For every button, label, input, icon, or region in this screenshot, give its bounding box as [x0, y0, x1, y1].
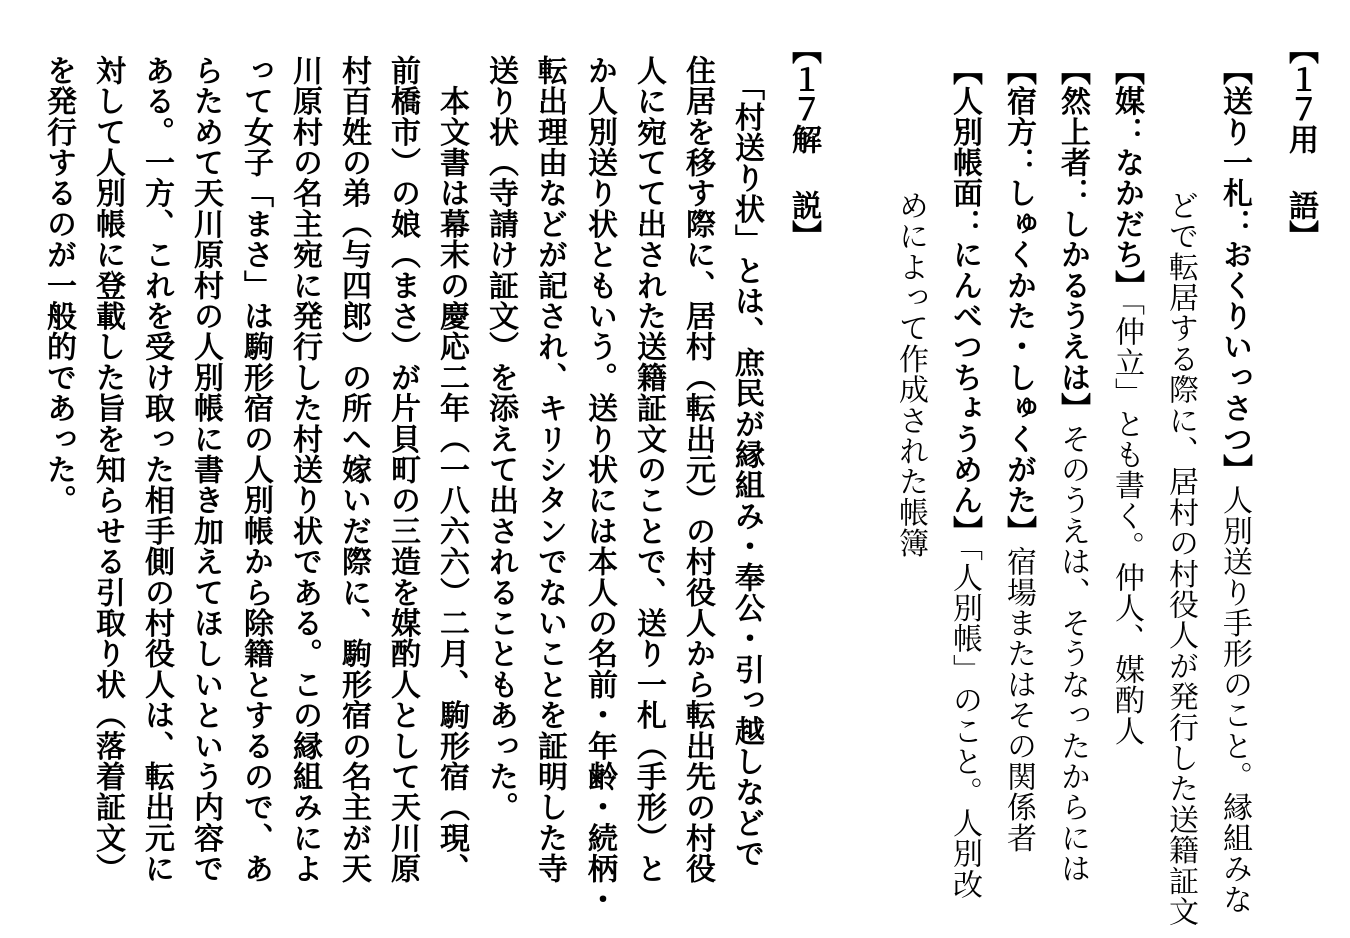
glossary-term-4: 【宿方：しゅくかた・しゅくがた】: [1001, 55, 1036, 547]
commentary-line-2-text: 住居を移す際に、居村（転出元）の村役人から転出先の村役: [680, 55, 715, 884]
glossary-term-2: 【媒：なかだち】: [1109, 55, 1144, 301]
commentary-line-12-text: らためて天川原村の人別帳に書き加えてほしいという内容で: [188, 55, 223, 884]
commentary-heading-number: １７: [786, 64, 821, 124]
commentary-line-10: [286, 55, 322, 884]
glossary-entry-1: [1216, 55, 1252, 915]
commentary-line-7-text: 本文書は幕末の慶応二年（一八六六）二月、駒形宿（現、: [434, 55, 469, 884]
commentary-line-12: [187, 55, 223, 884]
glossary-continuation-1: どで転居する際に、居村の村役人が発行した送籍証文: [1163, 190, 1198, 927]
glossary-continuation-5: めによって作成された帳簿: [893, 190, 928, 559]
commentary-line-1-pre: 「: [729, 55, 764, 102]
glossary-heading-open: 【: [1283, 34, 1318, 64]
commentary-line-1-bold: 村送り状: [729, 101, 764, 225]
glossary-heading: [1282, 34, 1318, 250]
commentary-line-5-text: 転出理由などが記され、キリシタンでないことを証明した寺: [532, 55, 567, 884]
commentary-line-10-text: 川原村の名主宛に発行した村送り状である。この縁組みによ: [287, 55, 322, 884]
commentary-line-1-post: 」とは、庶民が縁組み・奉公・引っ越しなどで: [729, 224, 764, 869]
glossary-term-5: 【人別帳面：にんべつちょうめん】: [947, 55, 982, 547]
commentary-line-15: [40, 55, 76, 516]
glossary-heading-title-2: 語: [1283, 190, 1318, 220]
glossary-definition-2: 「仲立」とも書く。仲人、媒酌人: [1109, 300, 1144, 747]
glossary-term-3: 【然上者：しかるうえは】: [1055, 55, 1090, 424]
glossary-entry-4: [1000, 55, 1036, 853]
glossary-heading-close: 】: [1283, 220, 1318, 250]
commentary-line-6-text: 送り状（寺請け証文）を添えて出されることもあった。: [483, 55, 518, 823]
commentary-line-2: [679, 55, 715, 884]
commentary-line-4: [581, 55, 617, 915]
commentary-line-13: [138, 55, 174, 884]
commentary-heading-title-2: 説: [786, 190, 821, 220]
commentary-line-11-text: って女子「まさ」は駒形宿の人別帳から除籍とするので、あ: [238, 55, 273, 884]
commentary-line-5: [531, 55, 567, 884]
commentary-line-14-text: 対して人別帳に登載した旨を知らせる引取り状（落着証文）: [90, 55, 125, 884]
commentary-line-8: [384, 55, 420, 884]
commentary-line-11: [237, 55, 273, 884]
commentary-heading-title-1: 解: [786, 124, 821, 154]
glossary-heading-title-1: 用: [1283, 124, 1318, 154]
glossary-entry-5-continuation: [892, 190, 928, 558]
commentary-line-13-text: ある。一方、これを受け取った相手側の村役人は、転出元に: [139, 55, 174, 884]
commentary-line-7: [433, 55, 469, 884]
glossary-definition-5: 「人別帳」のこと。人別改: [947, 546, 982, 900]
glossary-definition-3: そのうえは、そうなったからには: [1055, 423, 1090, 884]
glossary-definition-1: 人別送り手形のこと。縁組みな: [1217, 484, 1252, 915]
commentary-line-6: [482, 55, 518, 823]
commentary-line-4-text: か人別送り状ともいう。送り状には本人の名前・年齢・続柄・: [582, 55, 617, 915]
commentary-line-14: [89, 55, 125, 884]
commentary-heading-close: 】: [786, 220, 821, 250]
glossary-entry-1-continuation: [1162, 190, 1198, 927]
commentary-line-3: [630, 55, 666, 884]
commentary-line-15-text: を発行するのが一般的であった。: [41, 55, 76, 516]
glossary-heading-number: １７: [1283, 64, 1318, 124]
commentary-heading: [785, 34, 821, 250]
glossary-entry-2: [1108, 55, 1144, 746]
glossary-definition-4: 宿場またはその関係者: [1001, 546, 1036, 854]
glossary-entry-3: [1054, 55, 1090, 884]
commentary-line-3-text: 人に宛てて出された送籍証文のことで、送り一札（手形）と: [631, 55, 666, 884]
commentary-line-9: [335, 55, 371, 884]
glossary-entry-5: [946, 55, 982, 900]
commentary-heading-open: 【: [786, 34, 821, 64]
commentary-line-9-text: 村百姓の弟（与四郎）の所へ嫁いだ際に、駒形宿の名主が天: [336, 55, 371, 884]
commentary-line-1: [728, 55, 764, 869]
commentary-line-8-text: 前橋市）の娘（まさ）が片貝町の三造を媒酌人として天川原: [385, 55, 420, 884]
glossary-term-1: 【送り一札：おくりいっさつ】: [1217, 55, 1252, 485]
